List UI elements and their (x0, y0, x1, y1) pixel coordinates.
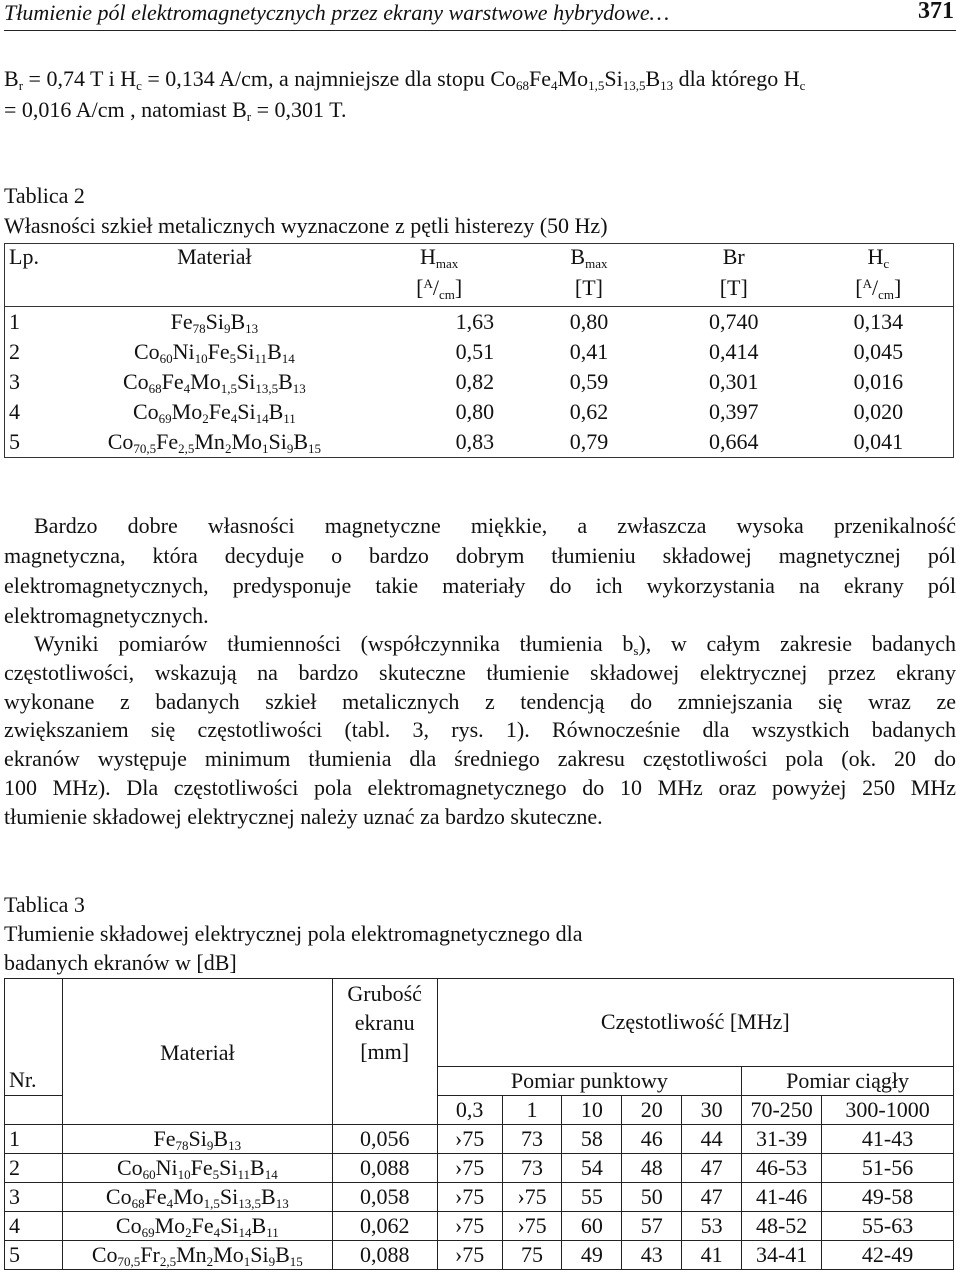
continuous-measurement-header: Pomiar ciągły (742, 1066, 954, 1095)
paragraph2-line-4: zwiększaniem się częstotliwości (tabl. 3, rys. 1). Równocześnie dla wszystkich badanych (4, 717, 956, 742)
table3-header-row-1 (5, 979, 954, 1067)
table-row: 4 $Co_{69}Mo_2Fe_4Si_{14}B_{11}$ 0,80 0,62 0,397 0,020 (9, 399, 904, 426)
running-header (4, 0, 956, 31)
hc-header: $H_c$ (867, 244, 890, 271)
freq-col: 1 (502, 1095, 562, 1124)
material-cell: $Co_{69}Mo_2Fe_4Si_{14}B_{11}$ (132, 399, 296, 426)
table3-label: Tablica 3 (4, 892, 85, 917)
table-row: 1 $Fe_{78}Si_9B_{13}$ 0,056 ›75 73 58 46 44 31-39 41-43 (5, 1124, 954, 1153)
material-cell: $Fe_{78}Si_9B_{13}$ (64, 307, 364, 338)
thickness-header: Grubość ekranu [mm] (332, 979, 437, 1067)
table3-header-row-3 (5, 1095, 954, 1124)
bmax-unit: [T] (574, 275, 603, 300)
material-cell: $Co_{70,5}Fe_{2,5}Mn_2Mo_1Si_9B_{15}$ (107, 429, 322, 456)
br-header: Br (722, 244, 745, 269)
br-unit: [T] (719, 275, 748, 300)
table3-caption-line-1: Tłumienie składowej elektrycznej pola elektromagnetycznego dla (4, 921, 583, 946)
material-cell: $Co_{68}Fe_4Mo_{1,5}Si_{13,5}B_{13}$ (62, 1182, 332, 1211)
table2-header-row (5, 244, 954, 276)
material-cell: $Co_{68}Fe_4Mo_{1,5}Si_{13,5}B_{13}$ (122, 369, 306, 396)
paragraph1-line-3: elektromagnetycznych, predysponuje takie materiały do ich wykorzystania na ekrany pól (4, 573, 956, 598)
material-cell: $Fe_{78}Si_9B_{13}$ (62, 1124, 332, 1153)
intro-line-1: $B_r = 0,74$ T i $H_c = 0,134$ A/cm, a najmniejsze dla stopu $Co_{68}Fe_4Mo_{1,5}Si_{13,5}B_{13}$ dla którego $H_c$ (4, 66, 806, 93)
table-row: 3 $Co_{68}Fe_4Mo_{1,5}Si_{13,5}B_{13}$ 0,058 ›75 ›75 55 50 47 41-46 49-58 (5, 1182, 954, 1211)
paragraph2-line-6: 100 MHz). Dla częstotliwości pola elektromagnetycznego do 10 MHz oraz powyżej 250 MHz (4, 775, 956, 800)
material-cell: $Co_{60}Ni_{10}Fe_5Si_{11}B_{14}$ (133, 339, 295, 366)
hmax-unit: $[^A/_{cm}]$ (416, 275, 463, 302)
paragraph2-line-3: wykonane z badanych szkieł metalicznych z tendencją do zmniejszania się wraz ze (4, 689, 956, 714)
table2 (4, 243, 954, 458)
table-row: 5 $Co_{70,5}Fe_{2,5}Mn_2Mo_1Si_9B_{15}$ 0,83 0,79 0,664 0,041 (9, 429, 904, 456)
table-row: 3 $Co_{68}Fe_4Mo_{1,5}Si_{13,5}B_{13}$ 0,82 0,59 0,301 0,016 (9, 369, 904, 396)
running-title: Tłumienie pól elektromagnetycznych przez ekrany warstwowe hybrydowe… (4, 0, 670, 25)
paragraph1-line-2: magnetyczna, która decyduje o bardzo dobrym tłumieniu składowej magnetycznej pól (4, 543, 956, 568)
table-row: 2 $Co_{60}Ni_{10}Fe_5Si_{11}B_{14}$ 0,51 0,41 0,414 0,045 (9, 339, 904, 366)
paragraph2-line-5: ekranów występuje minimum tłumienia dla średniego zakresu częstotliwości pola (ok. 20 do (4, 746, 956, 771)
hc-unit: $[^A/_{cm}]$ (855, 275, 902, 302)
table2-unit-row (5, 275, 954, 307)
table-row: 5 $Co_{70,5}Fr_{2,5}Mn_2Mo_1Si_9B_{15}$ 0,088 ›75 75 49 43 41 34-41 42-49 (5, 1240, 954, 1269)
material-cell: $Co_{70,5}Fr_{2,5}Mn_2Mo_1Si_9B_{15}$ (62, 1240, 332, 1269)
lp-header: Lp. (9, 244, 39, 269)
freq-col: 10 (562, 1095, 622, 1124)
freq-col: 300-1000 (822, 1095, 954, 1124)
table-row: 4 $Co_{69}Mo_2Fe_4Si_{14}B_{11}$ 0,062 ›75 ›75 60 57 53 48-52 55-63 (5, 1211, 954, 1240)
freq-col: 20 (622, 1095, 682, 1124)
frequency-header: Częstotliwość [MHz] (437, 979, 953, 1067)
hmax-header: $H_{max}$ (420, 244, 459, 271)
intro-line-2: = 0,016 A/cm , natomiast $B_r = 0,301$ T. (4, 97, 347, 124)
page-number: 371 (918, 0, 954, 24)
table3 (4, 978, 954, 1270)
freq-col: 0,3 (437, 1095, 502, 1124)
freq-col: 70-250 (742, 1095, 822, 1124)
table3-caption-line-2: badanych ekranów w [dB] (4, 950, 237, 975)
point-measurement-header: Pomiar punktowy (437, 1066, 741, 1095)
nr-header: Nr. (5, 1066, 63, 1095)
table3-header-row-2 (5, 1066, 954, 1095)
freq-col: 30 (682, 1095, 742, 1124)
paragraph2-line-1: Wyniki pomiarów tłumienności (współczynnika tłumienia $b_s$), w całym zakresie badanych (34, 631, 956, 658)
table2-caption: Własności szkieł metalicznych wyznaczone z pętli histerezy (50 Hz) (4, 213, 608, 238)
paragraph1-line-4: elektromagnetycznych. (4, 603, 209, 628)
table-row: 2 $Co_{60}Ni_{10}Fe_5Si_{11}B_{14}$ 0,088 ›75 73 54 48 47 46-53 51-56 (5, 1153, 954, 1182)
paragraph2-line-7: tłumienie składowej elektrycznej należy uznać za bardzo skuteczne. (4, 804, 603, 829)
paragraph1-line-1: Bardzo dobre własności magnetyczne miękkie, a zwłaszcza wysoka przenikalność (34, 513, 956, 538)
material-header: Materiał (177, 244, 252, 269)
material-header: Materiał (62, 979, 332, 1067)
material-cell: $Co_{69}Mo_2Fe_4Si_{14}B_{11}$ (62, 1211, 332, 1240)
bmax-header: $B_{max}$ (570, 244, 608, 271)
paragraph2-line-2: częstotliwości, wskazują na bardzo skuteczne tłumienie składowej elektrycznej przez ekrany (4, 660, 956, 685)
table-row: 1 $Fe_{78}Si_9B_{13}$ 1,63 0,80 0,740 0,134 (5, 307, 954, 338)
table2-label: Tablica 2 (4, 183, 85, 208)
material-cell: $Co_{60}Ni_{10}Fe_5Si_{11}B_{14}$ (62, 1153, 332, 1182)
